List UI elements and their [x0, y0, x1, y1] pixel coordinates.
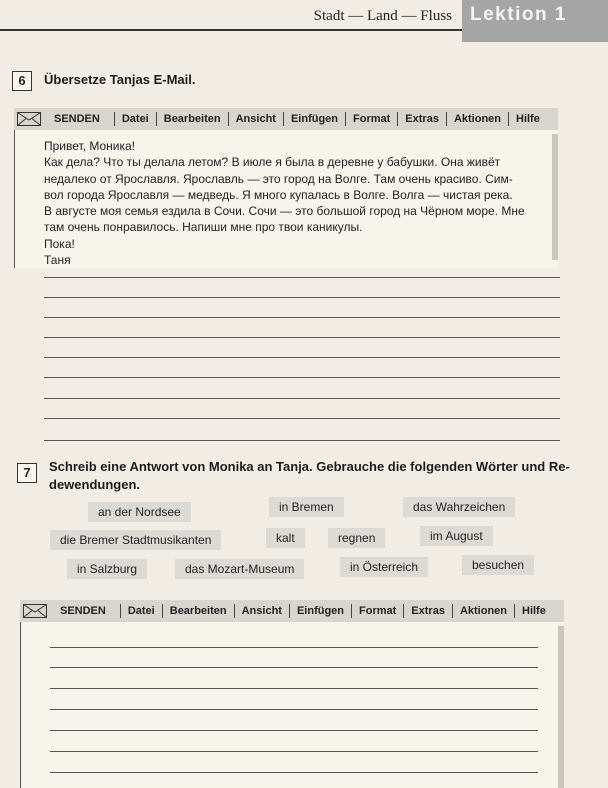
email-line: Привет, Моника! — [44, 139, 136, 153]
word-chip: besuchen — [462, 555, 534, 575]
envelope-icon — [14, 108, 44, 130]
writing-line — [50, 667, 538, 668]
send-button[interactable]: SENDEN — [54, 113, 100, 125]
page-header-title: Stadt — Land — Fluss — [313, 8, 452, 24]
task-6-instruction: Übersetze Tanjas E-Mail. — [44, 72, 196, 87]
email-line: В августе моя семья ездила в Сочи. Сочи — это большой город на Чёрном море. Мне — [44, 204, 525, 219]
menu-einfuegen[interactable]: Einfügen — [283, 112, 345, 126]
menu-bearbeiten[interactable]: Bearbeiten — [162, 604, 234, 618]
menu-datei[interactable]: Datei — [114, 112, 156, 126]
word-chip: regnen — [328, 528, 385, 548]
menu-einfuegen[interactable]: Einfügen — [289, 604, 351, 618]
menu-aktionen[interactable]: Aktionen — [452, 604, 514, 618]
writing-line — [50, 647, 538, 648]
menu-format[interactable]: Format — [351, 604, 403, 618]
word-chip: im August — [420, 526, 493, 546]
task-7-number: 7 — [17, 463, 37, 483]
email-line: недалеко от Ярославля. Ярославль — это город на Волге. Там очень красиво. Сим- — [44, 171, 513, 186]
menu-extras[interactable]: Extras — [403, 604, 452, 618]
email-line: Как дела? Что ты делала летом? В июле я была в деревне у бабушки. Она живёт — [44, 155, 501, 170]
email-line: Таня — [44, 253, 71, 268]
writing-line — [50, 688, 538, 689]
word-chip: kalt — [266, 528, 305, 548]
word-chip: in Salzburg — [67, 559, 147, 579]
email-window-border — [20, 622, 21, 788]
writing-line — [50, 751, 538, 752]
task-7-instruction-line-1: Schreib eine Antwort von Monika an Tanja. Gebrauche die folgenden Wörter und Re- — [49, 459, 570, 474]
task-7-instruction-line-2: dewendungen. — [49, 477, 140, 492]
writing-lines-task-7[interactable] — [50, 0, 538, 788]
word-chip: das Wahrzeichen — [403, 497, 515, 517]
email-window-border — [14, 130, 15, 268]
email-scrollbar[interactable] — [558, 626, 564, 788]
envelope-icon — [20, 600, 50, 622]
writing-line — [50, 709, 538, 710]
email-line: там очень понравилось. Напиши мне про твои каникулы. — [44, 220, 363, 235]
word-chip: in Österreich — [340, 557, 428, 577]
menu-extras[interactable]: Extras — [397, 112, 446, 126]
word-chip: in Bremen — [269, 497, 344, 517]
menu-ansicht[interactable]: Ansicht — [228, 112, 283, 126]
writing-line — [50, 730, 538, 731]
task-6-number: 6 — [12, 71, 32, 91]
menu-aktionen[interactable]: Aktionen — [446, 112, 508, 126]
send-button[interactable]: SENDEN — [60, 605, 106, 617]
email-line: вол города Ярославля — медведь. Я много купалась в Волге. Волга — чистая река. — [44, 187, 513, 202]
lesson-label: Lektion 1 — [470, 4, 567, 25]
menu-hilfe[interactable]: Hilfe — [514, 604, 553, 618]
menu-format[interactable]: Format — [345, 112, 397, 126]
word-chip: die Bremer Stadtmusikanten — [50, 530, 221, 550]
word-chip: das Mozart-Museum — [175, 559, 304, 579]
email-line: Пока! — [44, 236, 75, 251]
writing-line — [50, 772, 538, 773]
menu-hilfe[interactable]: Hilfe — [508, 112, 547, 126]
menu-ansicht[interactable]: Ansicht — [234, 604, 289, 618]
word-chip: an der Nordsee — [88, 502, 191, 522]
menu-datei[interactable]: Datei — [120, 604, 162, 618]
menu-bearbeiten[interactable]: Bearbeiten — [156, 112, 228, 126]
